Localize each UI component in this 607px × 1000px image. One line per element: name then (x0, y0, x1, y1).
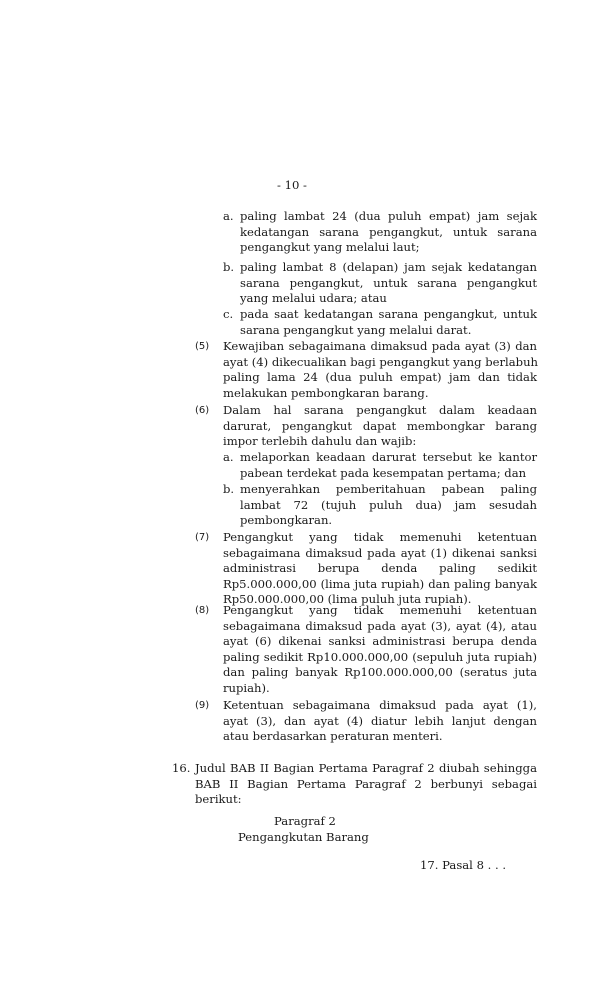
text-line: pengangkut yang melalui laut; (240, 240, 420, 255)
text-line: melaporkan keadaan darurat tersebut ke kantor (240, 450, 537, 464)
item-b-1-label: b. (223, 260, 235, 274)
text-line: administrasi berupa denda paling sedikit (223, 561, 537, 576)
heading-paragraf: Paragraf 2 (274, 814, 336, 828)
text-line: impor terlebih dahulu dan wajib: (223, 434, 417, 449)
text-line: Rp5.000.000,00 (lima juta rupiah) dan paling banyak (223, 576, 537, 591)
ayat-5-label: (5) (195, 341, 210, 352)
text-line: paling sedikit Rp10.000.000,00 (sepuluh juta rupiah) (223, 649, 537, 664)
text-line: paling lambat 8 (delapan) jam sejak kedatangan (240, 260, 537, 274)
text-line: Judul BAB II Bagian Pertama Paragraf 2 diubah sehingga (195, 761, 537, 775)
text-line: ayat (6) dikenai sanksi administrasi berupa denda (223, 634, 537, 649)
item-b-2-label: b. (223, 482, 235, 496)
text-line: menyerahkan pemberitahuan pabean paling (240, 482, 537, 496)
text-line: BAB II Bagian Pertama Paragraf 2 berbunyi sebagai (195, 776, 537, 791)
text-line: Pengangkut yang tidak memenuhi ketentuan (223, 530, 537, 544)
text-line: atau berdasarkan peraturan menteri. (223, 729, 443, 744)
ayat-7 (223, 530, 537, 608)
item-a-2-label: a. (223, 450, 234, 464)
item-b-2 (240, 482, 537, 529)
text-line: yang melalui udara; atau (240, 291, 387, 306)
text-line: paling lambat 24 (dua puluh empat) jam sejak (240, 209, 537, 223)
item-a-2 (240, 450, 537, 481)
text-line: kedatangan sarana pengangkut, untuk sarana (240, 224, 537, 239)
text-line: darurat, pengangkut dapat membongkar barang (223, 418, 537, 433)
text-line: Kewajiban sebagaimana dimaksud pada ayat (3) dan (223, 339, 537, 353)
text-line: Ketentuan sebagaimana dimaksud pada ayat (1), (223, 698, 537, 712)
text-line: sebagaimana dimaksud pada ayat (1) dikenai sanksi (223, 545, 537, 560)
text-line: paling lama 24 (dua puluh empat) jam dan tidak (223, 370, 537, 385)
item-c-1 (240, 307, 537, 338)
item-a-1-label: a. (223, 209, 234, 223)
ayat-8-label: (8) (195, 605, 210, 616)
continuation-note: 17. Pasal 8 . . . (420, 858, 507, 872)
text-line: ayat (4) dikecualikan bagi pengangkut yang berlabuh (223, 354, 539, 369)
text-line: sarana pengangkut, untuk sarana pengangkut (240, 275, 537, 290)
page-number: - 10 - (277, 178, 307, 192)
ayat-6-label: (6) (195, 405, 210, 416)
ayat-5 (223, 339, 537, 401)
item-16 (195, 761, 537, 808)
text-line: dan paling banyak Rp100.000.000,00 (seratus juta (223, 665, 537, 680)
text-line: sebagaimana dimaksud pada ayat (3), ayat (4), atau (223, 618, 537, 633)
ayat-9 (223, 698, 537, 745)
heading-title: Pengangkutan Barang (238, 830, 369, 844)
text-line: sarana pengangkut yang melalui darat. (240, 322, 472, 337)
item-16-label: 16. (172, 761, 191, 775)
text-line: melakukan pembongkaran barang. (223, 385, 429, 400)
ayat-8 (223, 603, 537, 697)
ayat-7-label: (7) (195, 532, 210, 543)
text-line: Dalam hal sarana pengangkut dalam keadaan (223, 403, 537, 417)
text-line: ayat (3), dan ayat (4) diatur lebih lanjut dengan (223, 713, 537, 728)
text-line: pembongkaran. (240, 513, 333, 528)
text-line: Rp50.000.000,00 (lima puluh juta rupiah). (223, 592, 472, 607)
ayat-6 (223, 403, 537, 450)
text-line: lambat 72 (tujuh puluh dua) jam sesudah (240, 497, 537, 512)
item-a-1 (240, 209, 537, 256)
item-b-1 (240, 260, 537, 307)
ayat-9-label: (9) (195, 700, 210, 711)
text-line: berikut: (195, 792, 242, 807)
text-line: pada saat kedatangan sarana pengangkut, untuk (240, 307, 537, 321)
item-c-1-label: c. (223, 307, 234, 321)
text-line: pabean terdekat pada kesempatan pertama; dan (240, 465, 527, 480)
text-line: rupiah). (223, 680, 270, 695)
text-line: Pengangkut yang tidak memenuhi ketentuan (223, 603, 537, 617)
